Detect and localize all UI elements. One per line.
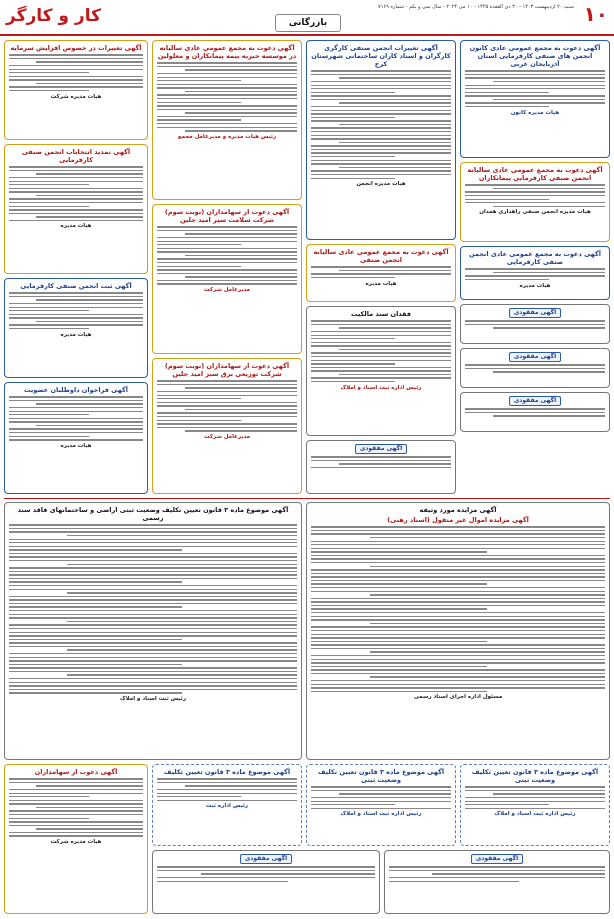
ad-title: آگهی موضوع ماده ۳ قانون تعیین تکلیف وضعیت ثبتی اراضی و ساختمانهای فاقد سند رسمی (17, 506, 289, 522)
masthead (0, 0, 614, 36)
ad-box (4, 764, 148, 914)
ad-title: آگهی دعوت از سهامداران (نوبت سوم) شرکت توزیعی برق سبز امید جلین (164, 362, 290, 378)
ad-box (152, 40, 302, 200)
ad-footer: هیات مدیره (519, 282, 551, 289)
ad-title: آگهی دعوت از سهامداران (نوبت سوم) شرکت سلامت سیر امید جلین (164, 208, 290, 224)
page-number: ۱۰ (583, 2, 608, 26)
ad-title: آگهی موضوع ماده ۳ قانون تعیین تکلیف (163, 768, 291, 776)
ad-footer: رئیس هیات مدیره و مدیرعامل مجمع (177, 133, 277, 140)
ad-title: آگهی مفقودی (509, 308, 561, 318)
ad-body (311, 70, 451, 179)
ad-body (9, 166, 143, 221)
ad-footer: هیات مدیره (60, 442, 92, 449)
ad-body (465, 268, 605, 280)
ad-footer: رئیس اداره ثبت اسناد و املاک (494, 811, 576, 818)
auction-notice (306, 502, 610, 760)
ad-body (311, 456, 451, 468)
ad-body (157, 226, 297, 285)
ad-box (306, 40, 456, 240)
ad-title: آگهی دعوت به مجمع عمومی عادی انجمن صنفی کارفرمایی (469, 250, 601, 266)
newspaper-logo: کار و کارگر (6, 6, 101, 26)
ad-title: آگهی مفقودی (509, 396, 561, 406)
ad-title: آگهی دعوت به مجمع عمومی عادی سالیانه انجمن صنفی (313, 248, 449, 264)
ad-body (311, 320, 451, 382)
ad-box (460, 304, 610, 344)
ad-footer: هیات مدیره شرکت (50, 839, 102, 846)
ad-box (306, 306, 456, 436)
ad-title: آگهی ثبت انجمن صنفی کارفرمایی (20, 282, 132, 290)
ad-body (9, 396, 143, 440)
ad-box (4, 144, 148, 274)
ad-subtitle: آگهی مزایده اموال غیر منقول (اسناد رهنی) (387, 516, 529, 524)
ad-box (306, 764, 456, 846)
ad-body (157, 62, 297, 131)
ad-box (460, 392, 610, 432)
ad-body (311, 526, 605, 692)
ad-body (465, 70, 605, 107)
ad-body (465, 364, 605, 373)
ad-title: آگهی تغییرات در خصوص افزایش سرمایه (10, 44, 142, 52)
dateline: شنبه ۲۰ اردیبهشت ۱۴۰۳ - ۳۰ ذی القعده ۱۴۴۵ - ۱۰ می ۲۰۲۴ - سال سی و یکم - شماره ۷۱۶۹ (378, 4, 574, 10)
ad-body (9, 292, 143, 329)
ad-title: آگهی مفقودی (471, 854, 523, 864)
ad-title: آگهی تمدید انتخابات انجمن صنفی کارفرمایی (21, 148, 131, 164)
ad-body (389, 866, 605, 882)
ad-box (460, 40, 610, 158)
ad-box (460, 246, 610, 300)
ad-body (465, 320, 605, 329)
ad-box (306, 440, 456, 494)
ad-box (152, 358, 302, 494)
ad-box (152, 850, 380, 914)
ad-box (460, 764, 610, 846)
ad-box (384, 850, 610, 914)
ad-body (9, 778, 143, 837)
ad-body (311, 266, 451, 278)
ad-title: آگهی موضوع ماده ۳ قانون تعیین تکلیف وضعیت ثبتی (317, 768, 445, 784)
ad-title: آگهی فراخوان داوطلبان عضویت (24, 386, 128, 394)
ad-title: آگهی دعوت به مجمع عمومی عادی کانون انجمن های صنفی کارفرمایی استان آذربایجان غربی (469, 44, 601, 68)
ad-footer: مدیرعامل شرکت (204, 287, 250, 294)
ad-title: آگهی دعوت به مجمع عمومی عادی سالیانه انجمن صنفی کارفرمایی پیمانکاران (467, 166, 603, 182)
ad-title: آگهی دعوت به مجمع عمومی عادی سالیانه در موسسه خیریه بیمه پیمانکاران و معلولین (157, 44, 297, 60)
ad-body (9, 54, 143, 91)
ad-title: آگهی مزایده مورد وثیقه (419, 506, 497, 514)
ad-box (152, 204, 302, 354)
ad-footer: هیات مدیره (60, 331, 92, 338)
ad-title: آگهی مفقودی (509, 352, 561, 362)
ad-footer: هیات مدیره شرکت (50, 93, 102, 100)
section-divider (4, 498, 610, 499)
ad-title: آگهی تغییرات انجمن صنفی کارگری کارگران و اسناد کاران ساختمانی شهرستان کرج (311, 44, 451, 68)
ad-body (157, 866, 375, 882)
ad-box (4, 40, 148, 140)
ad-box (152, 764, 302, 846)
ad-footer: مسئول اداره اجرای اسناد رسمی (413, 694, 503, 701)
ad-footer: رئیس اداره ثبت اسناد و املاک (340, 384, 422, 391)
ad-footer: رئیس اداره ثبت (205, 803, 249, 810)
ad-footer: هیات مدیره (365, 280, 397, 287)
ad-body (157, 778, 297, 801)
ad-footer: مدیرعامل شرکت (204, 433, 250, 440)
ad-footer: هیات مدیره کانون (510, 109, 560, 116)
ad-body (157, 380, 297, 431)
ad-box (306, 244, 456, 302)
ad-footer: رئیس اداره ثبت اسناد و املاک (340, 811, 422, 818)
ad-body (465, 184, 605, 207)
registration-notice (4, 502, 302, 760)
ad-footer: هیات مدیره انجمن (356, 181, 406, 188)
ad-box (4, 278, 148, 378)
ad-body (465, 786, 605, 809)
ad-box (460, 348, 610, 388)
ad-footer: رئیس ثبت اسناد و املاک (120, 695, 186, 702)
ad-title: آگهی موضوع ماده ۳ قانون تعیین تکلیف وضعیت ثبتی (471, 768, 599, 784)
ad-body (465, 408, 605, 417)
ad-title: آگهی دعوت از سهامداران (34, 768, 118, 776)
ad-title: آگهی مفقودی (355, 444, 407, 454)
ad-title: آگهی مفقودی (240, 854, 292, 864)
ad-box (460, 162, 610, 242)
ad-footer: هیات مدیره (60, 223, 92, 230)
ad-footer: هیات مدیره انجمن صنفی راهداری همدان (479, 209, 591, 216)
ad-body (9, 524, 297, 694)
ad-body (311, 786, 451, 809)
ad-box (4, 382, 148, 494)
section-title: بازرگانی (275, 14, 341, 32)
ad-title: فقدان سند مالکیت (350, 310, 411, 318)
